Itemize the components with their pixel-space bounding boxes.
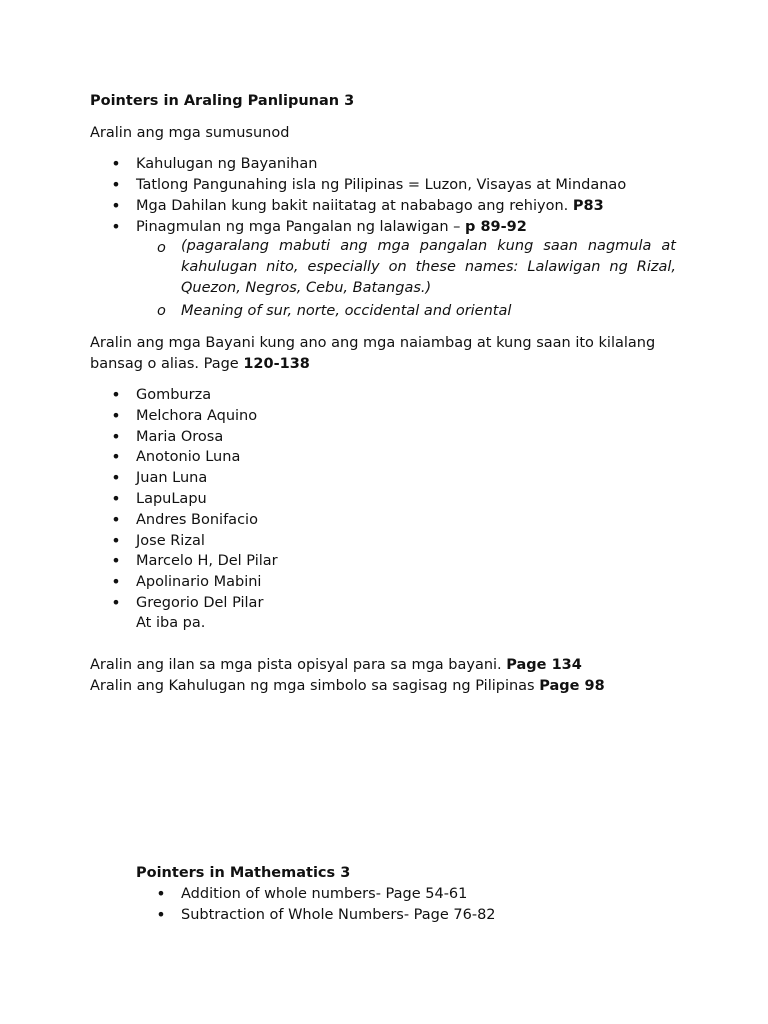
bullet-icon (110, 407, 122, 426)
list-item (136, 155, 317, 173)
bullet-icon (110, 490, 122, 509)
hero-list-item: Gomburza (136, 387, 212, 403)
simbolo-line (90, 677, 605, 695)
sub-bullet-icon: o (157, 240, 166, 256)
math-item: Subtraction of Whole Numbers- Page 76-82 (181, 907, 496, 923)
bullet-icon (110, 155, 122, 174)
bullet-icon (110, 428, 122, 447)
math-item: Addition of whole numbers- Page 54-61 (181, 886, 468, 902)
ap-intro: Aralin ang mga sumusunod (90, 125, 290, 141)
hero-list-item: Gregorio Del Pilar (136, 595, 264, 611)
list-item-text: Tatlong Pangunahing isla ng Pilipinas = Luzon, Visayas at Mindanao (136, 177, 627, 193)
pista-text: Aralin ang ilan sa mga pista opisyal para sa mga bayani. (90, 657, 507, 673)
math-title: Pointers in Mathematics 3 (136, 865, 351, 881)
hero-list-item: Jose Rizal (136, 533, 205, 549)
list-item-page: P83 (572, 198, 604, 214)
hero-list-item: Marcelo H, Del Pilar (136, 553, 278, 569)
bullet-icon (110, 511, 122, 530)
list-item (136, 197, 604, 215)
sub-bullet-icon: o (157, 303, 166, 319)
hero-list-item: Anotonio Luna (136, 449, 241, 465)
hero-list-item: Maria Orosa (136, 429, 224, 445)
bullet-icon (110, 218, 122, 237)
sub-item-names: (pagaralang mabuti ang mga pangalan kung saan nagmula at kahulugan nito, especially on these names: Lalawigan ng Rizal, Quezon, Negros, Cebu, Batangas.) (181, 238, 676, 296)
bullet-icon (110, 469, 122, 488)
etc-text: At iba pa. (136, 615, 206, 631)
bayani-paragraph (90, 333, 685, 375)
simbolo-page: Page 98 (539, 678, 605, 694)
list-item-text: Kahulugan ng Bayanihan (136, 156, 318, 172)
bullet-icon (155, 885, 167, 904)
list-item-text: Mga Dahilan kung bakit naiitatag at nababago ang rehiyon. (136, 198, 573, 214)
hero-list-item: Andres Bonifacio (136, 512, 258, 528)
bullet-icon (110, 197, 122, 216)
sub-item-meaning: Meaning of sur, norte, occidental and oriental (181, 303, 512, 319)
bullet-icon (110, 176, 122, 195)
list-item-text: Pinagmulan ng mga Pangalan ng lalawigan – (136, 219, 466, 235)
list-item (136, 176, 626, 194)
bullet-icon (110, 448, 122, 467)
bayani-text: Aralin ang mga Bayani kung ano ang mga naiambag at kung saan ito kilalang bansag o alias. Page (90, 335, 656, 372)
bullet-icon (110, 594, 122, 613)
bullet-icon (110, 552, 122, 571)
bullet-icon (110, 573, 122, 592)
list-item (136, 218, 527, 236)
hero-list-item: LapuLapu (136, 491, 207, 507)
list-item-page: p 89-92 (465, 219, 527, 235)
hero-list-item: Juan Luna (136, 470, 208, 486)
pista-line (90, 656, 582, 674)
bullet-icon (110, 532, 122, 551)
bullet-icon (155, 906, 167, 925)
hero-list-item: Melchora Aquino (136, 408, 258, 424)
bullet-icon (110, 386, 122, 405)
ap-title: Pointers in Araling Panlipunan 3 (90, 93, 355, 109)
simbolo-text: Aralin ang Kahulugan ng mga simbolo sa sagisag ng Pilipinas (90, 678, 540, 694)
hero-list-item: Apolinario Mabini (136, 574, 262, 590)
bayani-page: 120-138 (243, 356, 310, 372)
pista-page: Page 134 (506, 657, 582, 673)
